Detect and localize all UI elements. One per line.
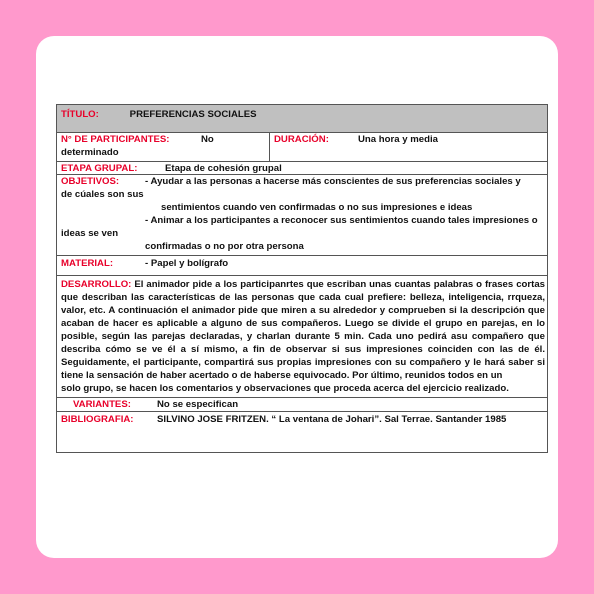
objectives-line-2: de cúales son sus bbox=[61, 189, 144, 200]
participants-value-cont: determinado bbox=[61, 147, 119, 158]
objectives-line-4: - Animar a los participantes a reconocer sus sentimientos cuando tales impresiones o bbox=[145, 215, 538, 226]
objectives-line-3: sentimientos cuando ven confirmadas o no sus impresiones e ideas bbox=[161, 202, 473, 213]
duration-label: DURACIÓN: bbox=[274, 134, 329, 145]
development-label: DESARROLLO: bbox=[61, 279, 132, 290]
content-card bbox=[36, 36, 558, 558]
bibliography-value: SILVINO JOSE FRITZEN. “ La ventana de Johari”. Sal Terrae. Santander 1985 bbox=[157, 414, 507, 425]
title-value: PREFERENCIAS SOCIALES bbox=[129, 109, 257, 120]
stage-label: ETAPA GRUPAL: bbox=[61, 163, 138, 174]
objectives-row bbox=[57, 175, 547, 256]
variants-label: VARIANTES: bbox=[73, 399, 131, 410]
title-row bbox=[57, 105, 547, 133]
activity-sheet-table bbox=[56, 104, 548, 453]
participants-duration-row bbox=[57, 133, 547, 162]
development-row bbox=[57, 276, 547, 398]
objectives-line-5: ideas se ven bbox=[61, 228, 119, 239]
development-last-line: solo grupo, se hacen los comentarios y observaciones que proceda acerca del ejercicio realizado. bbox=[61, 383, 509, 394]
material-label: MATERIAL: bbox=[61, 258, 114, 269]
material-value: - Papel y bolígrafo bbox=[145, 258, 229, 269]
duration-value: Una hora y media bbox=[358, 134, 438, 145]
participants-label: N° DE PARTICIPANTES: bbox=[61, 134, 170, 145]
bibliography-label: BIBLIOGRAFIA: bbox=[61, 414, 134, 425]
bibliography-row bbox=[57, 412, 547, 452]
title-label: TÍTULO: bbox=[61, 109, 99, 120]
variants-value: No se especifican bbox=[157, 399, 239, 410]
objectives-label: OBJETIVOS: bbox=[61, 176, 120, 187]
duration-cell bbox=[270, 133, 547, 161]
participants-value: No bbox=[201, 134, 214, 145]
development-text: El animador pide a los participanrtes que escriban unas cuantas palabras o frases cortas que describan las características de las personas que cada cual prefiere: belleza, inteligencia, rrqueza, valor, etc. A continuación el animador pide que miren a su alrededor y comprueben si la descripción que acaban de hacer es aplicable a alguno de sus compañeros. Luego se divide el grupo en parejas, en lo posible, según las parejas declaradas, y charlan durante 5 min. Cada uno pedirá asu compañero que describa cómo se ve él a sí mismo, a fin de observar si sus impresiones coinciden con las de él. Seguidamente, el participante, compartirá sus propias impresiones con su compañero y le hará saber si tiene la sensación de haber acertado o de haberse equivocado. Por último, reunidos todos en un bbox=[61, 279, 545, 381]
objectives-line-1: - Ayudar a las personas a hacerse más conscientes de sus preferencias sociales y bbox=[145, 176, 521, 187]
participants-cell bbox=[57, 133, 270, 161]
stage-row bbox=[57, 162, 547, 175]
objectives-line-6: confirmadas o no por otra persona bbox=[145, 241, 304, 252]
variants-row bbox=[57, 398, 547, 412]
material-row bbox=[57, 256, 547, 276]
stage-value: Etapa de cohesión grupal bbox=[165, 163, 282, 174]
